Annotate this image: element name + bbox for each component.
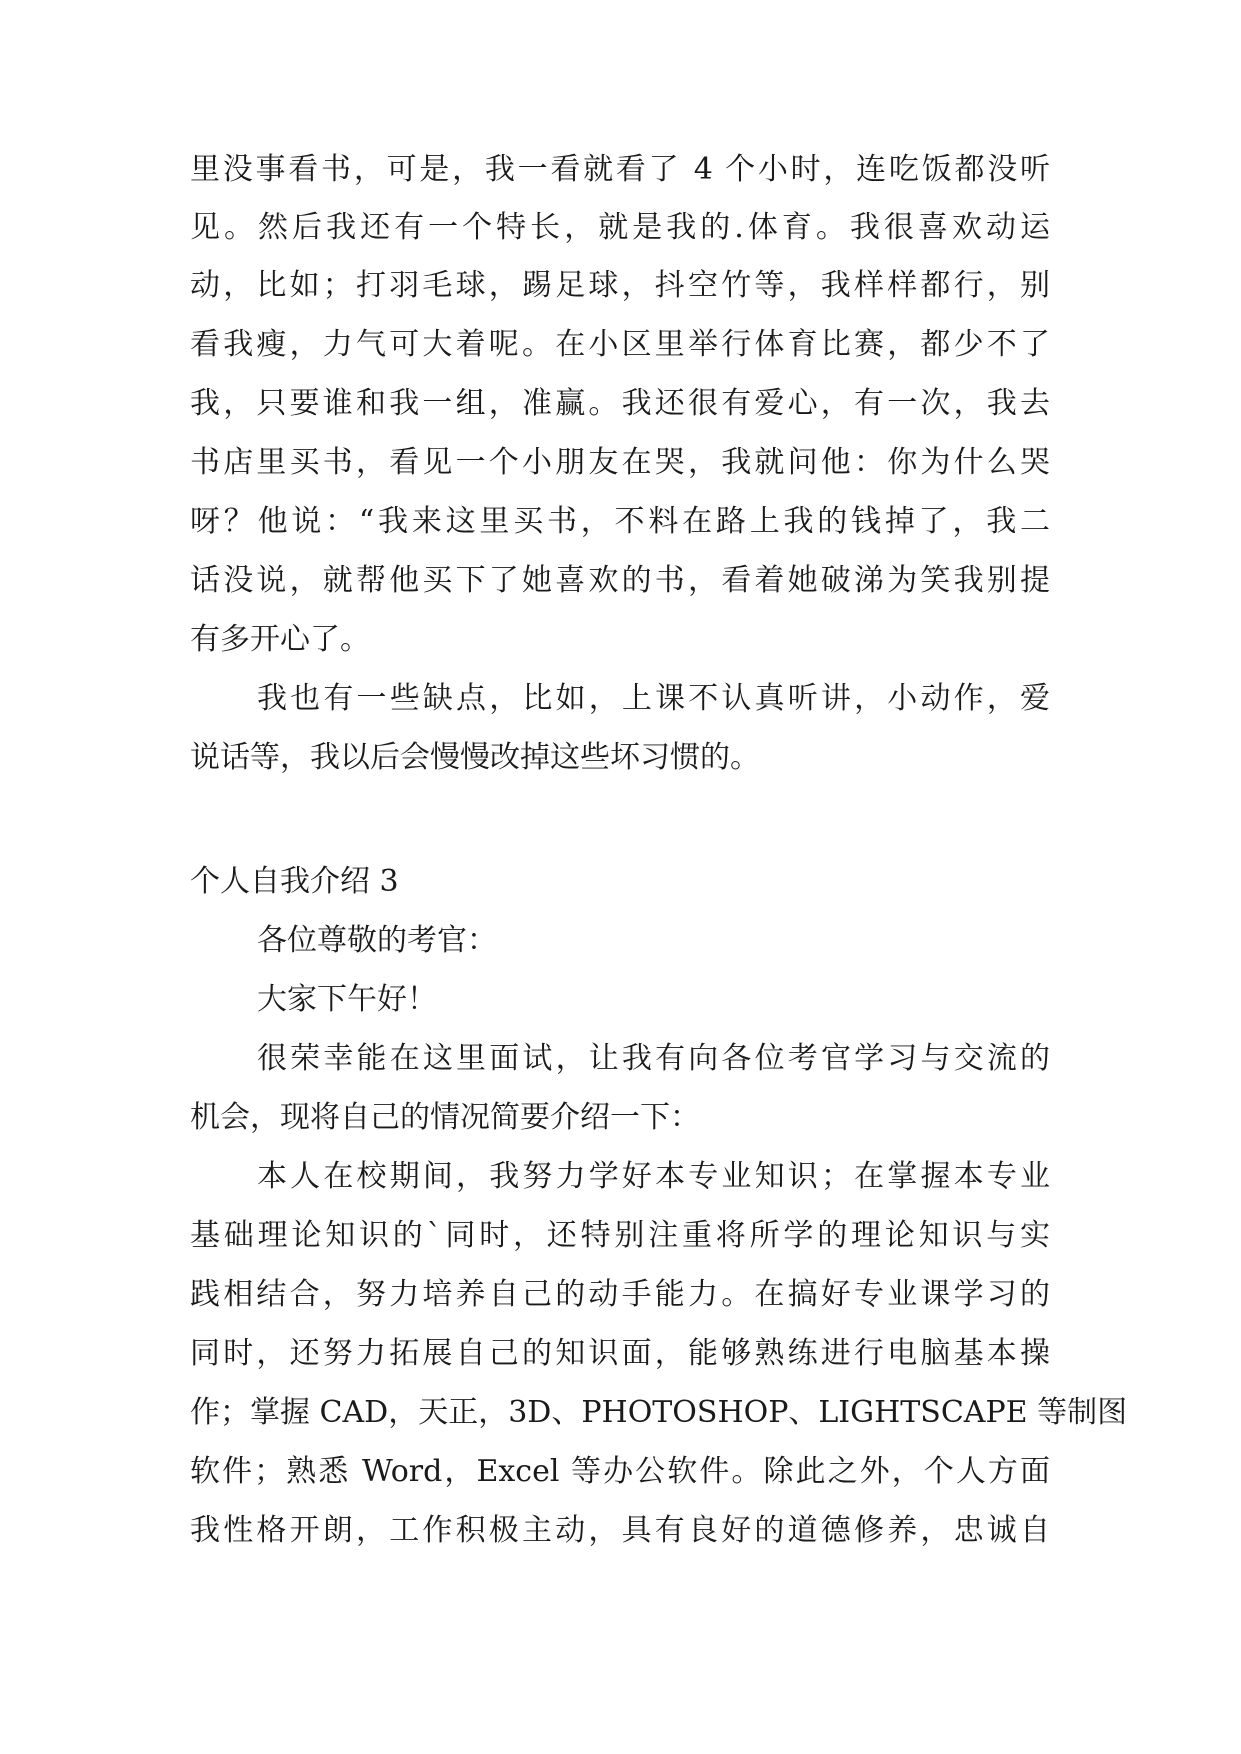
section-title: 个人自我介绍 3 xyxy=(190,864,399,899)
text-line: 见。然后我还有一个特长，就是我的.体育。我很喜欢动运 xyxy=(190,210,1050,245)
text-line: 呀？他说：“我来这里买书，不料在路上我的钱掉了，我二 xyxy=(190,504,1050,539)
text-line: 很荣幸能在这里面试，让我有向各位考官学习与交流的 xyxy=(257,1041,1050,1076)
text-line: 书店里买书，看见一个小朋友在哭，我就问他：你为什么哭 xyxy=(190,445,1050,480)
text-line: 本人在校期间，我努力学好本专业知识；在掌握本专业 xyxy=(257,1159,1050,1194)
text-line: 看我瘦，力气可大着呢。在小区里举行体育比赛，都少不了 xyxy=(190,327,1050,362)
text-line: 我也有一些缺点，比如，上课不认真听讲，小动作，爱 xyxy=(257,681,1050,716)
text-line: 同时，还努力拓展自己的知识面，能够熟练进行电脑基本操 xyxy=(190,1336,1050,1371)
text-line: 我，只要谁和我一组，准赢。我还很有爱心，有一次，我去 xyxy=(190,386,1050,421)
text-line: 机会，现将自己的情况简要介绍一下： xyxy=(190,1100,700,1135)
text-line: 动，比如；打羽毛球，踢足球，抖空竹等，我样样都行，别 xyxy=(190,268,1050,303)
greeting-line: 大家下午好！ xyxy=(257,982,437,1017)
text-line: 我性格开朗，工作积极主动，具有良好的道德修养，忠诚自 xyxy=(190,1513,1050,1548)
text-line: 作；掌握 CAD，天正，3D、PHOTOSHOP、LIGHTSCAPE 等制图 xyxy=(190,1395,1128,1430)
text-line: 里没事看书，可是，我一看就看了 4 个小时，连吃饭都没听 xyxy=(190,152,1050,187)
text-line: 说话等，我以后会慢慢改掉这些坏习惯的。 xyxy=(190,740,760,775)
text-line: 基础理论知识的`同时，还特别注重将所学的理论知识与实 xyxy=(190,1218,1050,1253)
greeting-line: 各位尊敬的考官： xyxy=(257,923,497,958)
text-line: 践相结合，努力培养自己的动手能力。在搞好专业课学习的 xyxy=(190,1277,1050,1312)
text-line: 软件；熟悉 Word，Excel 等办公软件。除此之外，个人方面 xyxy=(190,1454,1050,1489)
text-line: 有多开心了。 xyxy=(190,622,370,657)
text-line: 话没说，就帮他买下了她喜欢的书，看着她破涕为笑我别提 xyxy=(190,563,1050,598)
